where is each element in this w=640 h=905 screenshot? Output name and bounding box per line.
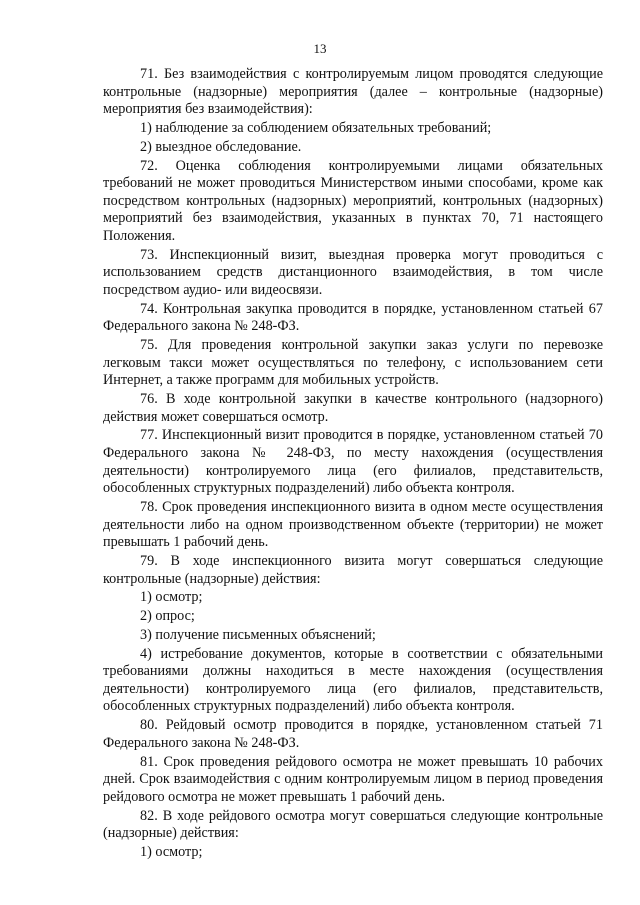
list-item-79-2: 2) опрос;: [140, 608, 195, 625]
paragraph-77: 77. Инспекционный визит проводится в порядке, установленном статьей 70 Федерального закона № 248-ФЗ, по месту нахождения (осуществления деятельности) контролируемого лица (его филиалов, представительств, обособленных структурных подразделений) либо объекта контроля.: [103, 427, 603, 497]
list-item-79-4: 4) истребование документов, которые в соответствии с обязательными требованиями должны находиться в месте нахождения (осуществления деятельности) контролируемого лица (его филиалов, представительств, обособленных структурных подразделений) либо объекта контроля.: [103, 645, 603, 715]
document-body: [103, 66, 603, 863]
list-item-71-1: 1) наблюдение за соблюдением обязательных требований;: [140, 119, 492, 136]
paragraph-74: 74. Контрольная закупка проводится в порядке, установленном статьей 67 Федерального закона № 248-ФЗ.: [103, 300, 603, 335]
paragraph-75: 75. Для проведения контрольной закупки заказ услуги по перевозке легковым такси может осуществляться по телефону, с использованием сети Интернет, а также программ для мобильных устройств.: [103, 337, 603, 389]
paragraph-78: 78. Срок проведения инспекционного визита в одном месте осуществления деятельности либо на одном производственном объекте (территории) не может превышать 1 рабочий день.: [103, 498, 603, 551]
list-item-79-3: 3) получение письменных объяснений;: [140, 626, 376, 643]
paragraph-79: 79. В ходе инспекционного визита могут совершаться следующие контрольные (надзорные) действия:: [103, 552, 603, 587]
paragraph-73: 73. Инспекционный визит, выездная проверка могут проводиться с использованием средств дистанционного взаимодействия, в том числе посредством аудио- или видеосвязи.: [103, 246, 603, 298]
paragraph-71: 71. Без взаимодействия с контролируемым лицом проводятся следующие контрольные (надзорные) мероприятия (далее – контрольные (надзорные) мероприятия без взаимодействия):: [103, 66, 603, 118]
paragraph-76: 76. В ходе контрольной закупки в качестве контрольного (надзорного) действия может совершаться осмотр.: [103, 391, 603, 425]
paragraph-82: 82. В ходе рейдового осмотра могут совершаться следующие контрольные (надзорные) действия:: [103, 807, 603, 842]
list-item-79-1: 1) осмотр;: [140, 589, 203, 606]
page-number: 13: [313, 41, 327, 56]
paragraph-72: 72. Оценка соблюдения контролируемыми лицами обязательных требований не может проводиться Министерством иными способами, кроме как посредством контрольных (надзорных) мероприятий, контрольных (надзорных) мероприятий без взаимодействия, указанных в пунктах 70, 71 настоящего Положения.: [103, 157, 603, 244]
paragraph-81: 81. Срок проведения рейдового осмотра не может превышать 10 рабочих дней. Срок взаимодействия с одним контролируемым лицом в период проведения рейдового осмотра не может превышать 1 рабочий день.: [103, 753, 603, 805]
paragraph-80: 80. Рейдовый осмотр проводится в порядке, установленном статьей 71 Федерального закона № 248-ФЗ.: [103, 717, 603, 751]
list-item-71-2: 2) выездное обследование.: [140, 138, 302, 155]
list-item-82-1: 1) осмотр;: [140, 843, 203, 860]
